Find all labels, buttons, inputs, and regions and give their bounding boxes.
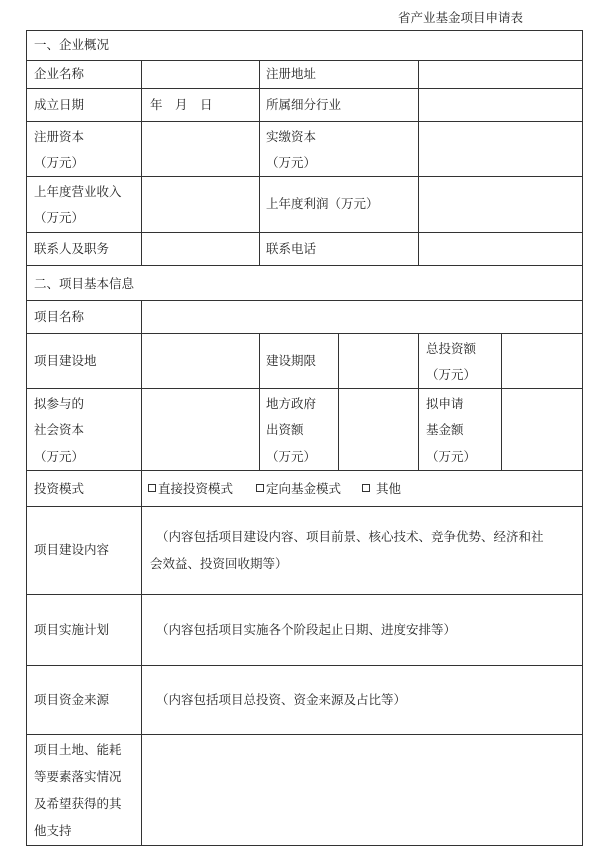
col-line bbox=[338, 333, 339, 470]
col-line bbox=[582, 30, 583, 846]
col-line bbox=[259, 60, 260, 265]
row-line bbox=[26, 665, 583, 666]
label-total-invest: 总投资额 bbox=[426, 341, 477, 356]
col-line bbox=[141, 60, 142, 265]
label-period: 建设期限 bbox=[266, 353, 317, 368]
label-social-capital: 社会资本 bbox=[34, 422, 85, 437]
label-apply-fund: 基金额 bbox=[426, 422, 464, 437]
checkbox[interactable] bbox=[256, 484, 264, 492]
date-placeholder: 年 月 日 bbox=[150, 97, 213, 112]
checkbox[interactable] bbox=[362, 484, 370, 492]
label-support: 他支持 bbox=[34, 823, 72, 838]
label-project-name: 项目名称 bbox=[34, 309, 85, 324]
mode-option-other[interactable]: 其他 bbox=[362, 481, 401, 497]
label-support: 项目土地、能耗 bbox=[34, 742, 122, 757]
form-title: 省产业基金项目申请表 bbox=[398, 10, 524, 25]
row-line bbox=[26, 333, 583, 334]
col-line bbox=[501, 333, 502, 470]
label-gov-fund: 地方政府 bbox=[266, 396, 317, 411]
unit-label: （万元） bbox=[266, 155, 317, 170]
label-support: 等要素落实情况 bbox=[34, 769, 122, 784]
row-line bbox=[26, 232, 583, 233]
row-line bbox=[26, 88, 583, 89]
plan-hint: （内容包括项目实施各个阶段起止日期、进度安排等） bbox=[156, 622, 457, 637]
mode-option-direct[interactable]: 直接投资模式 bbox=[148, 481, 233, 497]
label-fund-source: 项目资金来源 bbox=[34, 692, 110, 707]
row-line bbox=[26, 176, 583, 177]
label-apply-fund: 拟申请 bbox=[426, 396, 464, 411]
col-line bbox=[141, 300, 142, 846]
unit-label: （万元） bbox=[34, 449, 85, 464]
label-founded: 成立日期 bbox=[34, 97, 85, 112]
row-line bbox=[26, 506, 583, 507]
mode-option-targeted[interactable]: 定向基金模式 bbox=[256, 481, 341, 497]
col-line bbox=[418, 333, 419, 470]
section-heading: 一、企业概况 bbox=[34, 37, 110, 52]
unit-label: （万元） bbox=[426, 367, 477, 382]
label-last-profit: 上年度利润（万元） bbox=[266, 196, 379, 211]
label-invest-mode: 投资模式 bbox=[34, 481, 85, 496]
row-line bbox=[26, 300, 583, 301]
row-line bbox=[26, 594, 583, 595]
content-hint: （内容包括项目建设内容、项目前景、核心技术、竞争优势、经济和社 bbox=[156, 529, 544, 544]
col-line bbox=[418, 60, 419, 265]
row-line bbox=[26, 60, 583, 61]
unit-label: （万元） bbox=[34, 210, 85, 225]
col-line bbox=[26, 30, 27, 846]
label-paid-capital: 实缴资本 bbox=[266, 129, 317, 144]
label-reg-address: 注册地址 bbox=[266, 66, 317, 81]
unit-label: （万元） bbox=[266, 449, 317, 464]
row-line bbox=[26, 121, 583, 122]
row-line bbox=[26, 265, 583, 266]
section-heading: 二、项目基本信息 bbox=[34, 276, 135, 291]
label-industry: 所属细分行业 bbox=[266, 97, 342, 112]
label-company-name: 企业名称 bbox=[34, 66, 85, 81]
label-construction-content: 项目建设内容 bbox=[34, 542, 110, 557]
checkbox[interactable] bbox=[148, 484, 156, 492]
label-reg-capital: 注册资本 bbox=[34, 129, 85, 144]
row-line bbox=[26, 470, 583, 471]
label-location: 项目建设地 bbox=[34, 353, 97, 368]
row-line bbox=[26, 388, 583, 389]
label-support: 及希望获得的其 bbox=[34, 796, 122, 811]
unit-label: （万元） bbox=[426, 449, 477, 464]
content-hint: 会效益、投资回收期等） bbox=[150, 556, 288, 571]
label-contact: 联系人及职务 bbox=[34, 241, 110, 256]
row-line bbox=[26, 845, 583, 846]
label-phone: 联系电话 bbox=[266, 241, 317, 256]
source-hint: （内容包括项目总投资、资金来源及占比等） bbox=[156, 692, 407, 707]
row-line bbox=[26, 30, 583, 31]
col-line bbox=[259, 333, 260, 470]
row-line bbox=[26, 734, 583, 735]
label-implementation-plan: 项目实施计划 bbox=[34, 622, 110, 637]
label-last-revenue: 上年度营业收入 bbox=[34, 184, 122, 199]
label-gov-fund: 出资额 bbox=[266, 422, 304, 437]
label-social-capital: 拟参与的 bbox=[34, 396, 85, 411]
unit-label: （万元） bbox=[34, 155, 85, 170]
